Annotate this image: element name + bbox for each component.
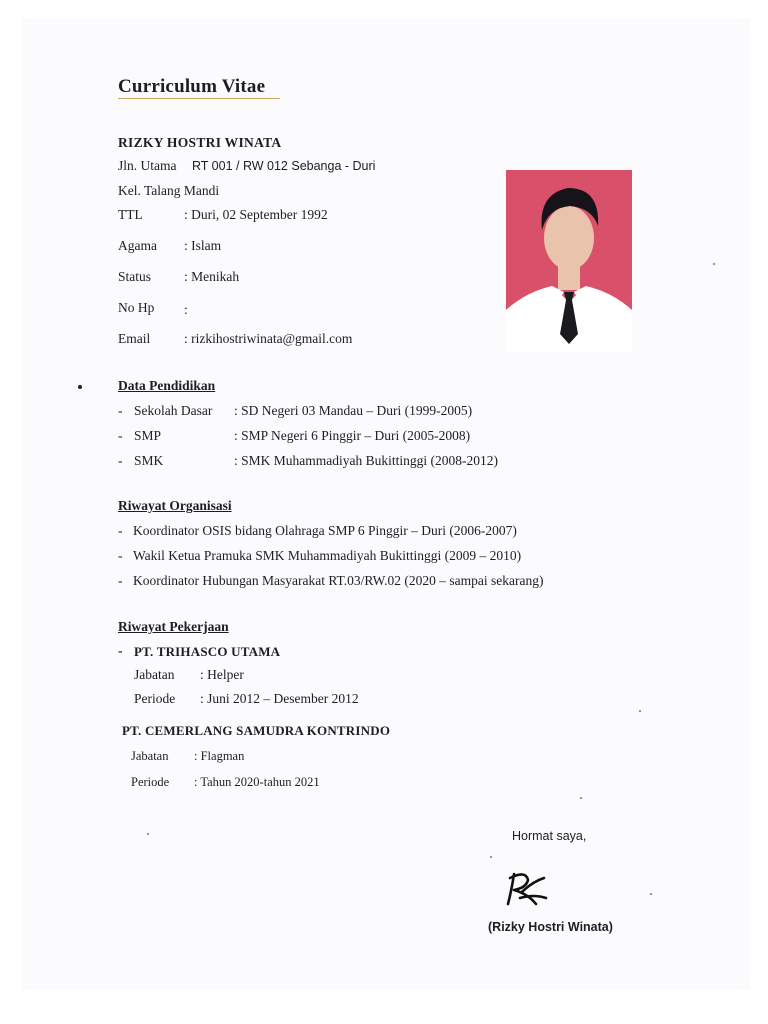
section-bullet <box>78 385 82 389</box>
phone-label: No Hp <box>118 300 155 315</box>
address-label: Jln. Utama <box>118 158 177 173</box>
agama-label: Agama <box>118 238 157 253</box>
scan-speck <box>580 797 582 799</box>
job2-periode-label: Periode <box>131 775 170 789</box>
org-item-2: Wakil Ketua Pramuka SMK Muhammadiyah Bukittinggi (2009 – 2010) <box>133 548 522 563</box>
email-label: Email <box>118 331 151 346</box>
education-heading: Data Pendidikan <box>118 378 216 393</box>
work-heading: Riwayat Pekerjaan <box>118 619 229 634</box>
org-item-3: Koordinator Hubungan Masyarakat RT.03/RW.02 (2020 – sampai sekarang) <box>133 573 544 588</box>
edu-level-3: SMK <box>134 453 164 468</box>
work-dash-1: - <box>118 643 123 658</box>
phone-value: : <box>184 302 188 317</box>
edu-level-1: Sekolah Dasar <box>134 403 213 418</box>
scan-speck <box>639 710 641 712</box>
agama-value: : Islam <box>184 238 222 253</box>
company-2: PT. CEMERLANG SAMUDRA KONTRINDO <box>122 723 391 738</box>
job2-jabatan-value: : Flagman <box>194 749 245 763</box>
org-item-1: Koordinator OSIS bidang Olahraga SMP 6 Pinggir – Duri (2006-2007) <box>133 523 517 538</box>
scan-speck <box>650 893 652 895</box>
edu-dash-1: - <box>118 403 123 418</box>
ttl-value: : Duri, 02 September 1992 <box>184 207 328 222</box>
address-value: RT 001 / RW 012 Sebanga - Duri <box>192 159 376 173</box>
scan-speck <box>713 263 715 265</box>
profile-photo <box>506 170 632 352</box>
org-dash-1: - <box>118 523 123 538</box>
job1-jabatan-label: Jabatan <box>134 667 175 682</box>
org-dash-2: - <box>118 548 123 563</box>
job1-jabatan-value: : Helper <box>200 667 244 682</box>
company-1: PT. TRIHASCO UTAMA <box>134 644 281 659</box>
status-label: Status <box>118 269 152 284</box>
edu-school-2: : SMP Negeri 6 Pinggir – Duri (2005-2008) <box>234 428 471 443</box>
email-value: : rizkihostriwinata@gmail.com <box>184 331 353 346</box>
status-value: : Menikah <box>184 269 240 284</box>
edu-dash-3: - <box>118 453 123 468</box>
edu-level-2: SMP <box>134 428 162 443</box>
ttl-label: TTL <box>118 207 143 222</box>
job2-jabatan-label: Jabatan <box>131 749 169 763</box>
edu-school-3: : SMK Muhammadiyah Bukittinggi (2008-2012) <box>234 453 498 468</box>
job1-periode-label: Periode <box>134 691 176 706</box>
edu-dash-2: - <box>118 428 123 443</box>
organization-heading: Riwayat Organisasi <box>118 498 232 513</box>
applicant-name: RIZKY HOSTRI WINATA <box>118 135 282 150</box>
signature-name: (Rizky Hostri Winata) <box>488 920 613 934</box>
job2-periode-value: : Tahun 2020-tahun 2021 <box>194 775 320 789</box>
edu-school-1: : SD Negeri 03 Mandau – Duri (1999-2005) <box>234 403 473 418</box>
org-dash-3: - <box>118 573 123 588</box>
job1-periode-value: : Juni 2012 – Desember 2012 <box>200 691 359 706</box>
scan-speck <box>490 856 492 858</box>
handwritten-signature <box>500 868 552 912</box>
scan-speck <box>147 833 149 835</box>
page-title: Curriculum Vitae <box>118 76 266 97</box>
address-line2: Kel. Talang Mandi <box>118 183 220 198</box>
closing-greeting: Hormat saya, <box>512 829 587 843</box>
title-underline <box>118 98 280 99</box>
